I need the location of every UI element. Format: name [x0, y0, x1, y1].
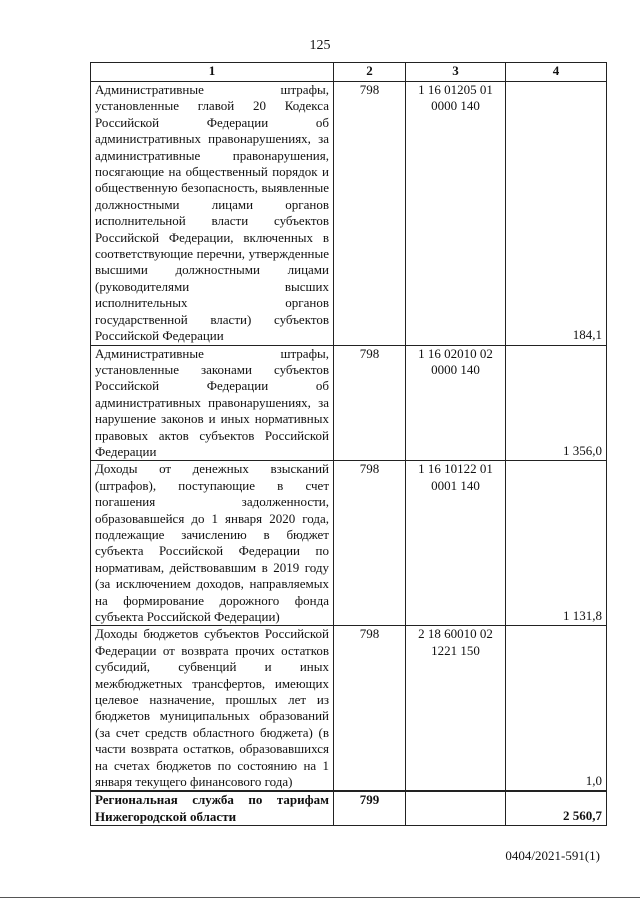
header-col-3: 3: [406, 63, 506, 82]
row-name: Доходы бюджетов субъектов Российской Федерации от возврата прочих остатков субсидий, субвенций и иных межбюджетных трансфертов, имеющих целевое назначение, прошлых лет из бюджетов муниципальных образований (за счет средств областного бюджета) (в части возврата остатков, образовавшихся на счетах бюджетов по состоянию на 1 января текущего финансового года): [91, 626, 334, 792]
row-name: Доходы от денежных взысканий (штрафов), поступающие в счет погашения задолженности, образовавшейся до 1 января 2020 года, подлежащие зачислению в бюджет субъекта Российской Федерации по нормативам, действовавшим в 2019 году (за исключением доходов, направляемых на формирование дорожного фонда субъекта Российской Федерации): [91, 461, 334, 626]
row-kbk: 1 16 10122 01 0001 140: [406, 461, 506, 626]
row-kbk: 1 16 01205 01 0000 140: [406, 82, 506, 346]
total-kbk: [406, 791, 506, 825]
row-code: 798: [334, 626, 406, 792]
row-amount: 1,0: [506, 626, 607, 792]
table-header: [91, 63, 607, 82]
header-col-1: 1: [91, 63, 334, 82]
total-row: [91, 791, 607, 825]
total-amount: 2 560,7: [506, 791, 607, 825]
row-amount: 184,1: [506, 82, 607, 346]
total-name: Региональная служба по тарифам Нижегородской области: [91, 791, 334, 825]
table-row: [91, 345, 607, 461]
row-code: 798: [334, 345, 406, 461]
row-amount: 1 131,8: [506, 461, 607, 626]
row-kbk: 1 16 02010 02 0000 140: [406, 345, 506, 461]
row-name: Административные штрафы, установленные законами субъектов Российской Федерации об административных правонарушениях, за нарушение законов и иных нормативных правовых актов субъектов Российской Федерации: [91, 345, 334, 461]
table-row: [91, 626, 607, 792]
row-name: Административные штрафы, установленные главой 20 Кодекса Российской Федерации об административных правонарушениях, за административные правонарушения, посягающие на общественный порядок и общественную безопасность, выявленные должностными лицами органов исполнительной власти субъектов Российской Федерации, включенных в соответствующие перечни, утвержденные высшими должностными лицами (руководителями высших исполнительных органов государственной власти) субъектов Российской Федерации: [91, 82, 334, 346]
row-code: 798: [334, 461, 406, 626]
header-col-4: 4: [506, 63, 607, 82]
bottom-divider: [0, 897, 640, 898]
header-col-2: 2: [334, 63, 406, 82]
table-row: [91, 82, 607, 346]
row-code: 798: [334, 82, 406, 346]
row-kbk: 2 18 60010 02 1221 150: [406, 626, 506, 792]
table-row: [91, 461, 607, 626]
budget-table: [90, 62, 607, 826]
page-number: 125: [309, 38, 331, 53]
total-code: 799: [334, 791, 406, 825]
row-amount: 1 356,0: [506, 345, 607, 461]
document-code: 0404/2021-591(1): [505, 848, 600, 863]
